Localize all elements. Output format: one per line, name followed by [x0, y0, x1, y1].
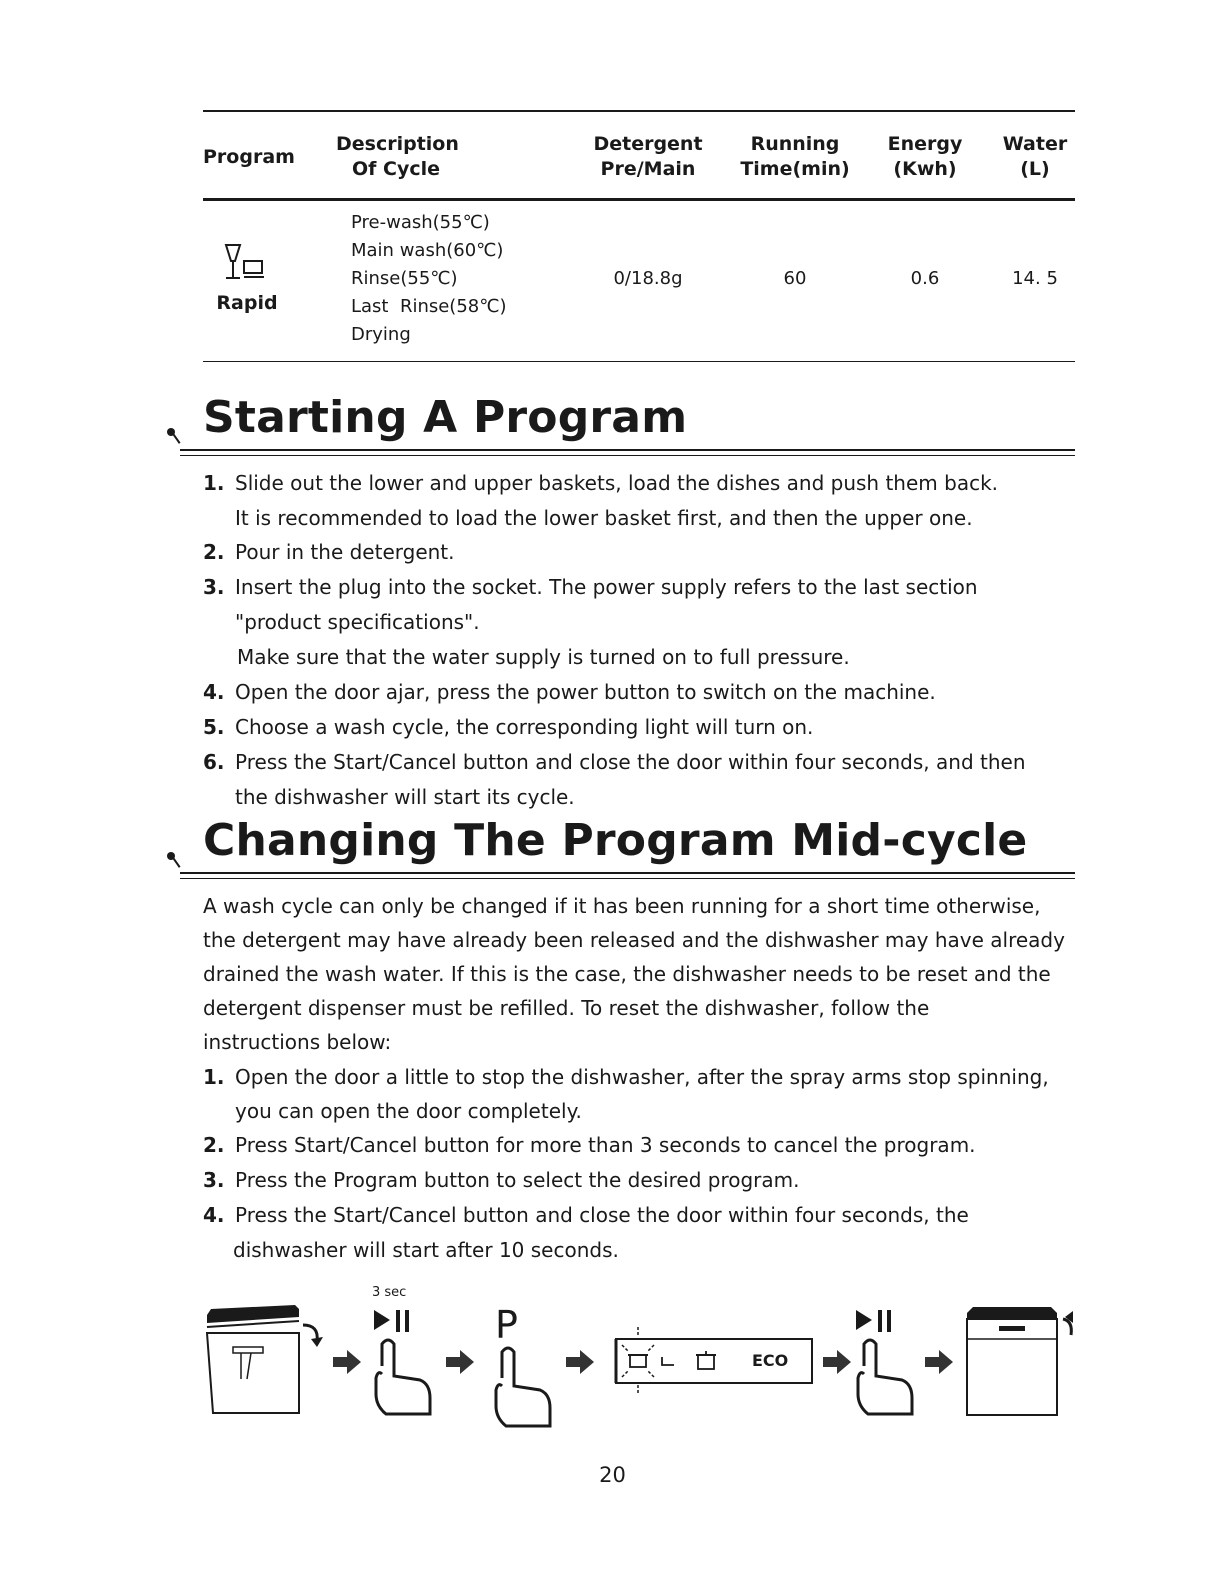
step-text: Open the door a little to stop the dishwasher, after the spray arms stop spinning, — [235, 1065, 1049, 1089]
dishwasher-closed-icon — [963, 1303, 1081, 1418]
intro-text: drained the wash water. If this is the case, the dishwasher needs to be reset and the — [203, 962, 1051, 986]
intro-text: the detergent may have already been released and the dishwasher may have already — [203, 928, 1065, 952]
step-number: 1. — [203, 1065, 225, 1089]
step-number: 3. — [203, 1168, 225, 1192]
description-cell — [351, 209, 506, 349]
desc-line: Pre-wash(55℃) — [351, 212, 490, 233]
play-pause-press-icon — [852, 1306, 922, 1418]
section-bullet-tail — [172, 433, 181, 444]
step-number: 2. — [203, 1133, 225, 1157]
eco-label: ECO — [752, 1351, 789, 1370]
energy-cell: 0.6 — [910, 268, 940, 289]
step-text: the dishwasher will start its cycle. — [235, 785, 575, 809]
step-text: It is recommended to load the lower basket first, and then the upper one. — [235, 506, 973, 530]
dishwasher-door-ajar-icon — [203, 1303, 328, 1418]
water-cell: 14. 5 — [1012, 268, 1058, 289]
header-energy-line1: Energy — [887, 133, 963, 155]
three-sec-label: 3 sec — [372, 1285, 407, 1300]
step-number: 3. — [203, 575, 225, 599]
step-text: Pour in the detergent. — [235, 540, 455, 564]
step-text: Press the Program button to select the desired program. — [235, 1168, 800, 1192]
step-number: 6. — [203, 750, 225, 774]
desc-line: Last Rinse(58℃) — [351, 296, 507, 317]
step-text: dishwasher will start after 10 seconds. — [233, 1238, 619, 1262]
section-rule — [180, 449, 1075, 451]
desc-line: Drying — [351, 324, 411, 345]
header-detergent-line1: Detergent — [593, 133, 703, 155]
header-description-line1: Description — [336, 133, 459, 155]
page-number: 20 — [599, 1463, 626, 1487]
step-text: Press the Start/Cancel button and close the door within four seconds, and then — [235, 750, 1026, 774]
header-energy-line2: (Kwh) — [893, 158, 957, 180]
section-rule — [180, 872, 1075, 874]
running-time-cell: 60 — [783, 268, 807, 289]
arrow-right-icon — [566, 1350, 594, 1374]
section-rule — [180, 878, 1075, 879]
table-top-rule — [203, 110, 1075, 112]
section-title-changing: Changing The Program Mid-cycle — [203, 815, 1028, 866]
header-water-line2: (L) — [1020, 158, 1050, 180]
header-energy — [875, 132, 975, 182]
detergent-cell: 0/18.8g — [613, 268, 683, 289]
glass-cup-icon — [224, 243, 268, 283]
play-pause-press-icon — [370, 1306, 440, 1418]
step-text: Choose a wash cycle, the corresponding light will turn on. — [235, 715, 814, 739]
header-running-line1: Running — [750, 133, 840, 155]
desc-line: Rinse(55℃) — [351, 268, 458, 289]
step-number: 4. — [203, 1203, 225, 1227]
header-water — [995, 132, 1075, 182]
step-text: Open the door ajar, press the power button to switch on the machine. — [235, 680, 936, 704]
step-text: "product specifications". — [235, 610, 480, 634]
arrow-right-icon — [333, 1350, 361, 1374]
program-name: Rapid — [216, 292, 278, 314]
intro-text: instructions below: — [203, 1030, 392, 1054]
step-text: Make sure that the water supply is turned on to full pressure. — [237, 645, 850, 669]
step-number: 2. — [203, 540, 225, 564]
intro-text: detergent dispenser must be refilled. To reset the dishwasher, follow the — [203, 996, 930, 1020]
step-text: Slide out the lower and upper baskets, load the dishes and push them back. — [235, 471, 999, 495]
program-letter: P — [495, 1303, 518, 1347]
step-number: 4. — [203, 680, 225, 704]
table-header-rule — [203, 198, 1075, 201]
hand-press-icon — [490, 1340, 560, 1430]
header-running-line2: Time(min) — [740, 158, 850, 180]
header-detergent-line2: Pre/Main — [600, 158, 696, 180]
header-description — [336, 132, 459, 182]
step-text: Insert the plug into the socket. The power supply refers to the last section — [235, 575, 978, 599]
header-program: Program — [203, 146, 295, 168]
step-text: Press the Start/Cancel button and close the door within four seconds, the — [235, 1203, 969, 1227]
table-bottom-rule — [203, 361, 1075, 362]
arrow-right-icon — [446, 1350, 474, 1374]
section-bullet-tail — [172, 857, 181, 868]
arrow-right-icon — [925, 1350, 953, 1374]
step-text: Press Start/Cancel button for more than 3 seconds to cancel the program. — [235, 1133, 976, 1157]
section-title-starting: Starting A Program — [203, 392, 688, 443]
step-number: 1. — [203, 471, 225, 495]
header-running-time — [735, 132, 855, 182]
arrow-right-icon — [823, 1350, 851, 1374]
desc-line: Main wash(60℃) — [351, 240, 504, 261]
section-rule — [180, 455, 1075, 456]
header-detergent — [588, 132, 708, 182]
step-text: you can open the door completely. — [235, 1099, 582, 1123]
header-description-line2: Of Cycle — [351, 158, 441, 180]
header-water-line1: Water — [1002, 133, 1068, 155]
step-number: 5. — [203, 715, 225, 739]
intro-text: A wash cycle can only be changed if it has been running for a short time otherwise, — [203, 894, 1041, 918]
